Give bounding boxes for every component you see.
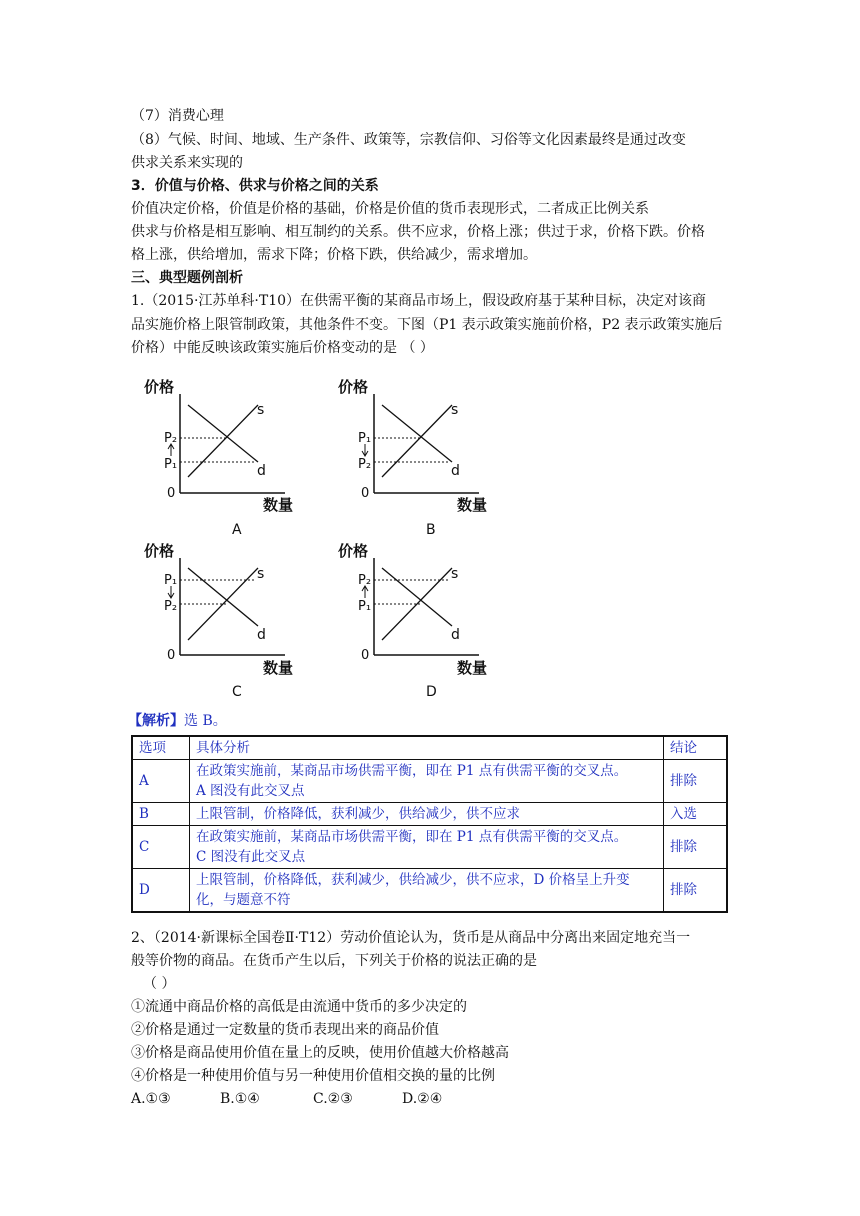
lower-price-label: P₁ bbox=[358, 599, 372, 614]
detail-line: A 图没有此交叉点 bbox=[196, 783, 305, 799]
statement-line: ②价格是通过一定数量的货币表现出来的商品价值 bbox=[131, 1022, 439, 1038]
table-row bbox=[132, 869, 727, 913]
demand-label: d bbox=[257, 627, 266, 643]
detail-line: 在政策实施前，某商品市场供需平衡，即在 P1 点有供需平衡的交叉点。 bbox=[196, 763, 628, 779]
graph-xlabel: 数量 bbox=[457, 496, 488, 514]
supply-curve bbox=[188, 405, 258, 477]
detail-cell bbox=[190, 760, 664, 803]
supply-label: s bbox=[451, 402, 459, 418]
graph-a bbox=[140, 372, 300, 537]
intro-line: （7）消费心理 bbox=[131, 108, 224, 124]
supply-label: s bbox=[451, 566, 459, 582]
answer-choice-c: C.②③ bbox=[313, 1091, 353, 1107]
answer-choice-b: B.①④ bbox=[220, 1091, 260, 1107]
detail-line: 上限管制，价格降低，获利减少，供给减少，供不应求 bbox=[196, 806, 520, 822]
graph-xlabel: 数量 bbox=[263, 659, 294, 677]
supply-curve bbox=[188, 568, 258, 640]
part-heading: 三、典型题例剖析 bbox=[131, 270, 243, 286]
table-row bbox=[132, 803, 727, 826]
question-line: 1.（2015·江苏单科·T10）在供需平衡的某商品市场上，假设政府基于某种目标，决定对该商 bbox=[131, 293, 707, 309]
detail-cell bbox=[190, 803, 664, 826]
graph-letter: D bbox=[426, 684, 437, 700]
option-cell: A bbox=[132, 760, 190, 803]
graph-letter: C bbox=[232, 684, 242, 700]
analysis-table bbox=[131, 735, 728, 913]
supply-label: s bbox=[257, 566, 265, 582]
detail-line: C 图没有此交叉点 bbox=[196, 849, 306, 865]
upper-price-label: P₂ bbox=[358, 573, 372, 588]
supply-label: s bbox=[257, 402, 265, 418]
statement-line: ①流通中商品价格的高低是由流通中货币的多少决定的 bbox=[131, 999, 467, 1015]
question-line: 品实施价格上限管制政策，其他条件不变。下图（P1 表示政策实施前价格，P2 表示政策实施后 bbox=[131, 317, 723, 333]
question-line: 价格）中能反映该政策实施后价格变动的是 （ ） bbox=[131, 340, 434, 356]
graph-ylabel: 价格 bbox=[144, 542, 175, 560]
graph-letter: B bbox=[426, 522, 436, 538]
detail-line: 上限管制，价格降低，获利减少，供给减少，供不应求，D 价格呈上升变 bbox=[196, 872, 630, 888]
statement-line: ③价格是商品使用价值在量上的反映，使用价值越大价格越高 bbox=[131, 1045, 509, 1061]
upper-price-label: P₂ bbox=[164, 431, 178, 446]
graph-c bbox=[140, 540, 300, 705]
table-header: 具体分析 bbox=[190, 736, 664, 760]
statement-line: ④价格是一种使用价值与另一种使用价值相交换的量的比例 bbox=[131, 1068, 495, 1084]
demand-curve bbox=[188, 405, 258, 462]
detail-line: 在政策实施前，某商品市场供需平衡，即在 P1 点有供需平衡的交叉点。 bbox=[196, 829, 628, 845]
detail-cell bbox=[190, 826, 664, 869]
analysis-answer bbox=[128, 711, 227, 731]
intro-line: （8）气候、时间、地域、生产条件、政策等，宗教信仰、习俗等文化因素最终是通过改变 bbox=[131, 132, 686, 148]
origin-label: 0 bbox=[167, 486, 176, 501]
question-line: 2、（2014·新课标全国卷Ⅱ·T12）劳动价值论认为，货币是从商品中分离出来固定地充当一 bbox=[131, 930, 691, 946]
body-line: 价值决定价格，价值是价格的基础，价格是价值的货币表现形式，二者成正比例关系 bbox=[131, 201, 649, 217]
question-paren: （ ） bbox=[143, 976, 176, 992]
result-cell: 排除 bbox=[664, 760, 728, 803]
demand-label: d bbox=[451, 463, 460, 479]
graph-ylabel: 价格 bbox=[338, 542, 369, 560]
table-header: 结论 bbox=[664, 736, 728, 760]
intro-line: 供求关系来实现的 bbox=[131, 155, 243, 171]
answer-choice-d: D.②④ bbox=[402, 1091, 443, 1107]
origin-label: 0 bbox=[361, 648, 370, 663]
graph-ylabel: 价格 bbox=[144, 378, 175, 396]
option-cell: D bbox=[132, 869, 190, 913]
lower-price-label: P₁ bbox=[164, 457, 178, 472]
graph-ylabel: 价格 bbox=[338, 378, 369, 396]
supply-curve bbox=[382, 405, 452, 477]
body-line: 供求与价格是相互影响、相互制约的关系。供不应求，价格上涨；供过于求，价格下跌。价格 bbox=[131, 224, 705, 240]
body-line: 格上涨，供给增加，需求下降；价格下跌，供给减少，需求增加。 bbox=[131, 247, 537, 263]
lower-price-label: P₂ bbox=[358, 457, 372, 472]
table-header-row bbox=[132, 736, 727, 760]
option-cell: B bbox=[132, 803, 190, 826]
demand-curve bbox=[382, 405, 452, 462]
result-cell: 排除 bbox=[664, 826, 728, 869]
analysis-choice: 选 B。 bbox=[184, 713, 227, 729]
result-cell: 入选 bbox=[664, 803, 728, 826]
analysis-tag: 【解析】 bbox=[128, 713, 184, 729]
detail-line: 化，与题意不符 bbox=[196, 892, 291, 908]
origin-label: 0 bbox=[167, 648, 176, 663]
graph-d bbox=[334, 540, 494, 705]
demand-curve bbox=[382, 568, 452, 626]
detail-cell bbox=[190, 869, 664, 913]
result-cell: 排除 bbox=[664, 869, 728, 913]
table-header: 选项 bbox=[132, 736, 190, 760]
graph-xlabel: 数量 bbox=[263, 496, 294, 514]
lower-price-label: P₂ bbox=[164, 599, 178, 614]
supply-curve bbox=[382, 568, 452, 640]
graph-letter: A bbox=[232, 522, 242, 538]
option-cell: C bbox=[132, 826, 190, 869]
question-line: 般等价物的商品。在货币产生以后，下列关于价格的说法正确的是 bbox=[131, 953, 537, 969]
origin-label: 0 bbox=[361, 486, 370, 501]
section-heading: 3．价值与价格、供求与价格之间的关系 bbox=[131, 178, 379, 194]
table-row bbox=[132, 826, 727, 869]
graph-xlabel: 数量 bbox=[457, 659, 488, 677]
demand-label: d bbox=[257, 463, 266, 479]
graph-b bbox=[334, 372, 494, 537]
upper-price-label: P₁ bbox=[358, 431, 372, 446]
demand-label: d bbox=[451, 627, 460, 643]
answer-choice-a: A.①③ bbox=[131, 1091, 171, 1107]
demand-curve bbox=[188, 568, 258, 626]
table-row bbox=[132, 760, 727, 803]
upper-price-label: P₁ bbox=[164, 573, 178, 588]
